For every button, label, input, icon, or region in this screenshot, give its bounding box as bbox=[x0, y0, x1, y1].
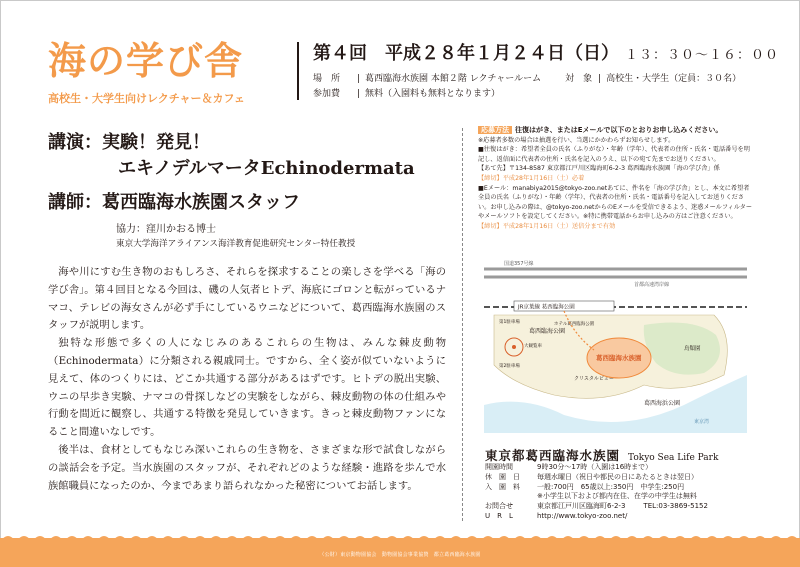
lecturer: 講師：葛西臨海水族園スタッフ bbox=[48, 192, 300, 213]
application-tag: 応募方法 bbox=[478, 126, 512, 134]
lecture-description bbox=[48, 264, 446, 495]
hours-label: 開園時間 bbox=[485, 463, 513, 471]
lecture-label: 講演： bbox=[48, 132, 102, 153]
deadline-email: 【締切】平成28年1月16日（土）送信分まで有効 bbox=[478, 222, 616, 230]
fee-label: 入 園 料 bbox=[485, 482, 520, 491]
separator: | bbox=[357, 89, 361, 99]
lecture-title-line2: エキノデルマータEchinodermata bbox=[118, 158, 415, 179]
separator: | bbox=[357, 74, 361, 84]
hours-value: 9時30分〜17時（入園は16時まで） bbox=[537, 463, 653, 471]
application-email: ■Eメール：manabiya2015@tokyo-zoo.netあてに、件名を「海の学び舎」とし、本文に希望者全員の氏名（ふりがな）・年齢（学年）、代表者の住所・氏名・電話番号を記入してお送りください。お申し込みの際は、@tokyo-zoo.netからのEメールを受信できるよう、迷惑メールフィルターやメールソフトを設定してください。※特に携帯電話からお申し込みの方はご注意ください。 bbox=[478, 184, 753, 221]
application-address: 【あて先】〒134-8587 東京都江戸川区臨海町6-2-3 葛西臨海水族園「海の学び舎」係 bbox=[478, 165, 720, 173]
aquarium-address-row bbox=[485, 502, 708, 512]
event-date-text: 第４回 平成２８年１月２４日（日） bbox=[313, 43, 619, 64]
fee-value: 一般:700円 65歳以上:350円 中学生:250円 bbox=[537, 482, 685, 491]
access-map bbox=[484, 255, 747, 433]
url-label: U R L bbox=[485, 511, 513, 520]
tel-value: TEL:03-3869-5152 bbox=[643, 502, 708, 511]
header-divider bbox=[297, 42, 299, 100]
closed-label: 休 園 日 bbox=[485, 472, 520, 481]
aquarium-hours-row bbox=[485, 463, 708, 473]
crystal-view-label: クリスタルビュー bbox=[574, 376, 614, 382]
lecture-title-line1: 実験！発見！ bbox=[102, 132, 210, 153]
deadline-postcard: 【締切】平成28年1月16日（土）必着 bbox=[478, 174, 585, 182]
aquarium-name-ja: 東京都葛西臨海水族園 bbox=[485, 448, 621, 463]
info-row-place bbox=[313, 72, 741, 87]
application-postcard: ■往復はがき：希望者全員の氏名（ふりがな）・年齢（学年）、代表者の住所・氏名・電話番号を明記し、返信面に代表者の住所・氏名を記入のうえ、以下の宛て先までお送りください。 bbox=[478, 146, 750, 163]
fee-note: ※小学生以下および都内在住、在学の中学生は無料 bbox=[537, 492, 697, 501]
event-time: １３：３０〜１６：００ bbox=[625, 48, 780, 63]
url-value[interactable]: http://www.tokyo-zoo.net/ bbox=[537, 511, 628, 520]
aquarium-name bbox=[485, 446, 718, 464]
aquarium-fee-row bbox=[485, 483, 708, 493]
application-heading bbox=[478, 126, 753, 136]
fee-label: 参加費 bbox=[313, 89, 341, 99]
bird-map-label: 鳥類園 bbox=[684, 346, 701, 352]
address-value: 東京都江戸川区臨海町6-2-3 bbox=[537, 502, 626, 511]
lecture-title bbox=[48, 130, 415, 182]
event-info bbox=[313, 72, 741, 102]
aquarium-url-row bbox=[485, 512, 708, 522]
paragraph-cafe: 後半は、食材としてもなじみ深いこれらの生き物を、さまざまな形で試食しながらの談話会を予定。当水族園のスタッフが、それぞれどのような経験・進路を歩んで水族館職員になったのか、今まであまり語られなかった秘密についてお話します。 bbox=[48, 443, 446, 492]
aquarium-map-label: 葛西臨海水族園 bbox=[596, 354, 642, 362]
separator: | bbox=[598, 74, 602, 84]
cooperator: 協力：窪川かおる博士 bbox=[116, 224, 216, 235]
aquarium-name-en: Tokyo Sea Life Park bbox=[628, 453, 719, 463]
event-date bbox=[313, 39, 779, 65]
aquarium-info bbox=[485, 463, 708, 522]
footer-note: （公財）東京動物園協会 動物園協会事業協賛 都立葛西臨海水族園 bbox=[319, 552, 481, 558]
parking2-label: 第2駐車場 bbox=[499, 364, 520, 369]
sea-map-label: 東京湾 bbox=[694, 419, 710, 425]
cooperator-affiliation: 東京大学海洋アライアンス海洋教育促進研究センター特任教授 bbox=[116, 239, 356, 249]
parking1-label: 第1駐車場 bbox=[499, 320, 520, 325]
application-info bbox=[478, 126, 753, 232]
target-value: 高校生・大学生（定員：３０名） bbox=[606, 74, 742, 84]
column-divider bbox=[462, 128, 463, 521]
beach-map-label: 葛西海浜公園 bbox=[644, 400, 681, 407]
program-subtitle: 高校生・大学生向けレクチャー＆カフェ bbox=[48, 92, 245, 105]
ferris-label: 大観覧車 bbox=[524, 344, 542, 349]
aquarium-fee-note-row bbox=[485, 492, 708, 502]
address-label: お問合せ bbox=[485, 502, 513, 511]
info-row-fee bbox=[313, 87, 741, 102]
aquarium-closed-row bbox=[485, 473, 708, 483]
expressway-label: 首都高速湾岸線 bbox=[634, 282, 670, 288]
station-label: JR京葉線 葛西臨海公園 bbox=[518, 304, 575, 311]
application-note: ※応募者多数の場合は抽選を行い、当選にかかわらずお知らせします。 bbox=[478, 136, 675, 144]
closed-value: 毎週水曜日（祝日や都民の日にあたるときは翌日） bbox=[537, 472, 698, 481]
place-value: 葛西臨海水族園 本館２階 レクチャールーム bbox=[365, 74, 542, 84]
road-label: 国道357号線 bbox=[504, 261, 534, 267]
hotel-label: ホテル葛西臨海公園 bbox=[554, 322, 595, 327]
paragraph-intro: 海や川にすむ生き物のおもしろさ、それらを探求することの楽しさを学べる「海の学び舎」。第４回目となる今回は、磯の人気者ヒトデ、海底にゴロンと転がっているナマコ、テレビの海女さんが必ず手にしているウニなどについて、葛西臨海水族園のスタッフが説明します。 bbox=[48, 266, 446, 332]
fee-value: 無料（入園料も無料となります） bbox=[365, 89, 501, 99]
park-map-label: 葛西臨海公園 bbox=[529, 328, 566, 335]
place-label: 場 所 bbox=[313, 74, 341, 84]
application-head-text: 往復はがき、またはEメールで以下のとおりお申し込みください。 bbox=[515, 126, 723, 134]
target-label: 対 象 bbox=[565, 74, 593, 84]
program-logo: 海の学び舎 bbox=[48, 38, 244, 83]
paragraph-details: 独特な形態で多くの人になじみのあるこれらの生物は、みんな棘皮動物（Echinodermata）に分類される親戚同士。ですから、全く姿が似ていないように見えて、体のつくりには、どこか共通する部分があるはずです。ヒトデの脱出実験、ウニの早歩き実験、ナマコの骨探しなどの実験をしながら、棘皮動物の体の仕組みや行動を間近に観察し、共通する特徴を発見していきます。きっと棘皮動物ファンになること間違いなしです。 bbox=[48, 337, 446, 439]
